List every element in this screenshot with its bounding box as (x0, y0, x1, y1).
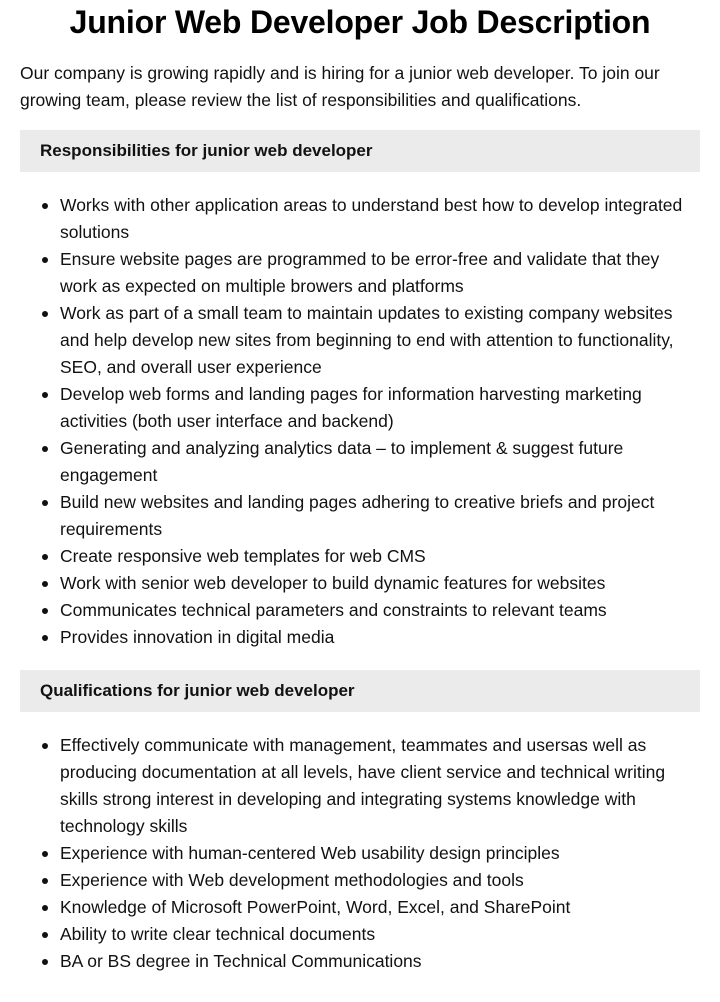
list-item (60, 246, 700, 300)
bullet-icon (42, 608, 48, 614)
bullet-icon (42, 500, 48, 506)
list-item-text: Communicates technical parameters and constraints to relevant teams (60, 600, 607, 620)
list-item (60, 489, 700, 543)
list-item (60, 867, 700, 894)
list-item-text: Create responsive web templates for web CMS (60, 546, 426, 566)
bullet-icon (42, 932, 48, 938)
list-item (60, 381, 700, 435)
list-item-text: Work as part of a small team to maintain updates to existing company websites and help develop new sites from beginning to end with attention to functionality, SEO, and overall user experience (60, 303, 674, 377)
list-item (60, 894, 700, 921)
list-item-text: BA or BS degree in Technical Communications (60, 951, 422, 971)
bullet-icon (42, 959, 48, 965)
intro-paragraph: Our company is growing rapidly and is hiring for a junior web developer. To join our growing team, please review the list of responsibilities and qualifications. (20, 63, 660, 110)
list-item (60, 570, 700, 597)
page-title: Junior Web Developer Job Description (69, 4, 651, 40)
list-item-text: Build new websites and landing pages adhering to creative briefs and project requirements (60, 492, 655, 539)
list-item-text: Experience with human-centered Web usability design principles (60, 843, 560, 863)
bullet-icon (42, 851, 48, 857)
responsibilities-heading: Responsibilities for junior web developer (20, 130, 700, 172)
list-item-text: Works with other application areas to understand best how to develop integrated solutions (60, 195, 683, 242)
list-item-text: Develop web forms and landing pages for information harvesting marketing activities (both user interface and backend) (60, 384, 642, 431)
list-item (60, 948, 700, 975)
list-item-text: Work with senior web developer to build dynamic features for websites (60, 573, 606, 593)
list-item (60, 840, 700, 867)
qualifications-heading: Qualifications for junior web developer (20, 670, 700, 712)
list-item (60, 435, 700, 489)
bullet-icon (42, 635, 48, 641)
list-item-text: Ability to write clear technical documents (60, 924, 376, 944)
bullet-icon (42, 554, 48, 560)
list-item (60, 543, 700, 570)
qualifications-list (20, 732, 700, 975)
list-item-text: Provides innovation in digital media (60, 627, 335, 647)
bullet-icon (42, 581, 48, 587)
list-item (60, 624, 700, 651)
bullet-icon (42, 743, 48, 749)
list-item-text: Effectively communicate with management, teammates and usersas well as producing documentation at all levels, have client service and technical writing skills strong interest in developing and integrating systems knowledge with technology skills (60, 735, 666, 836)
list-item (60, 597, 700, 624)
bullet-icon (42, 311, 48, 317)
list-item (60, 192, 700, 246)
bullet-icon (42, 203, 48, 209)
bullet-icon (42, 257, 48, 263)
bullet-icon (42, 446, 48, 452)
list-item (60, 300, 700, 381)
bullet-icon (42, 392, 48, 398)
list-item-text: Experience with Web development methodologies and tools (60, 870, 524, 890)
list-item (60, 732, 700, 840)
bullet-icon (42, 878, 48, 884)
list-item (60, 921, 700, 948)
list-item-text: Knowledge of Microsoft PowerPoint, Word, Excel, and SharePoint (60, 897, 571, 917)
list-item-text: Generating and analyzing analytics data – to implement & suggest future engagement (60, 438, 624, 485)
responsibilities-list (20, 192, 700, 651)
bullet-icon (42, 905, 48, 911)
list-item-text: Ensure website pages are programmed to be error-free and validate that they work as expected on multiple browers and platforms (60, 249, 660, 296)
